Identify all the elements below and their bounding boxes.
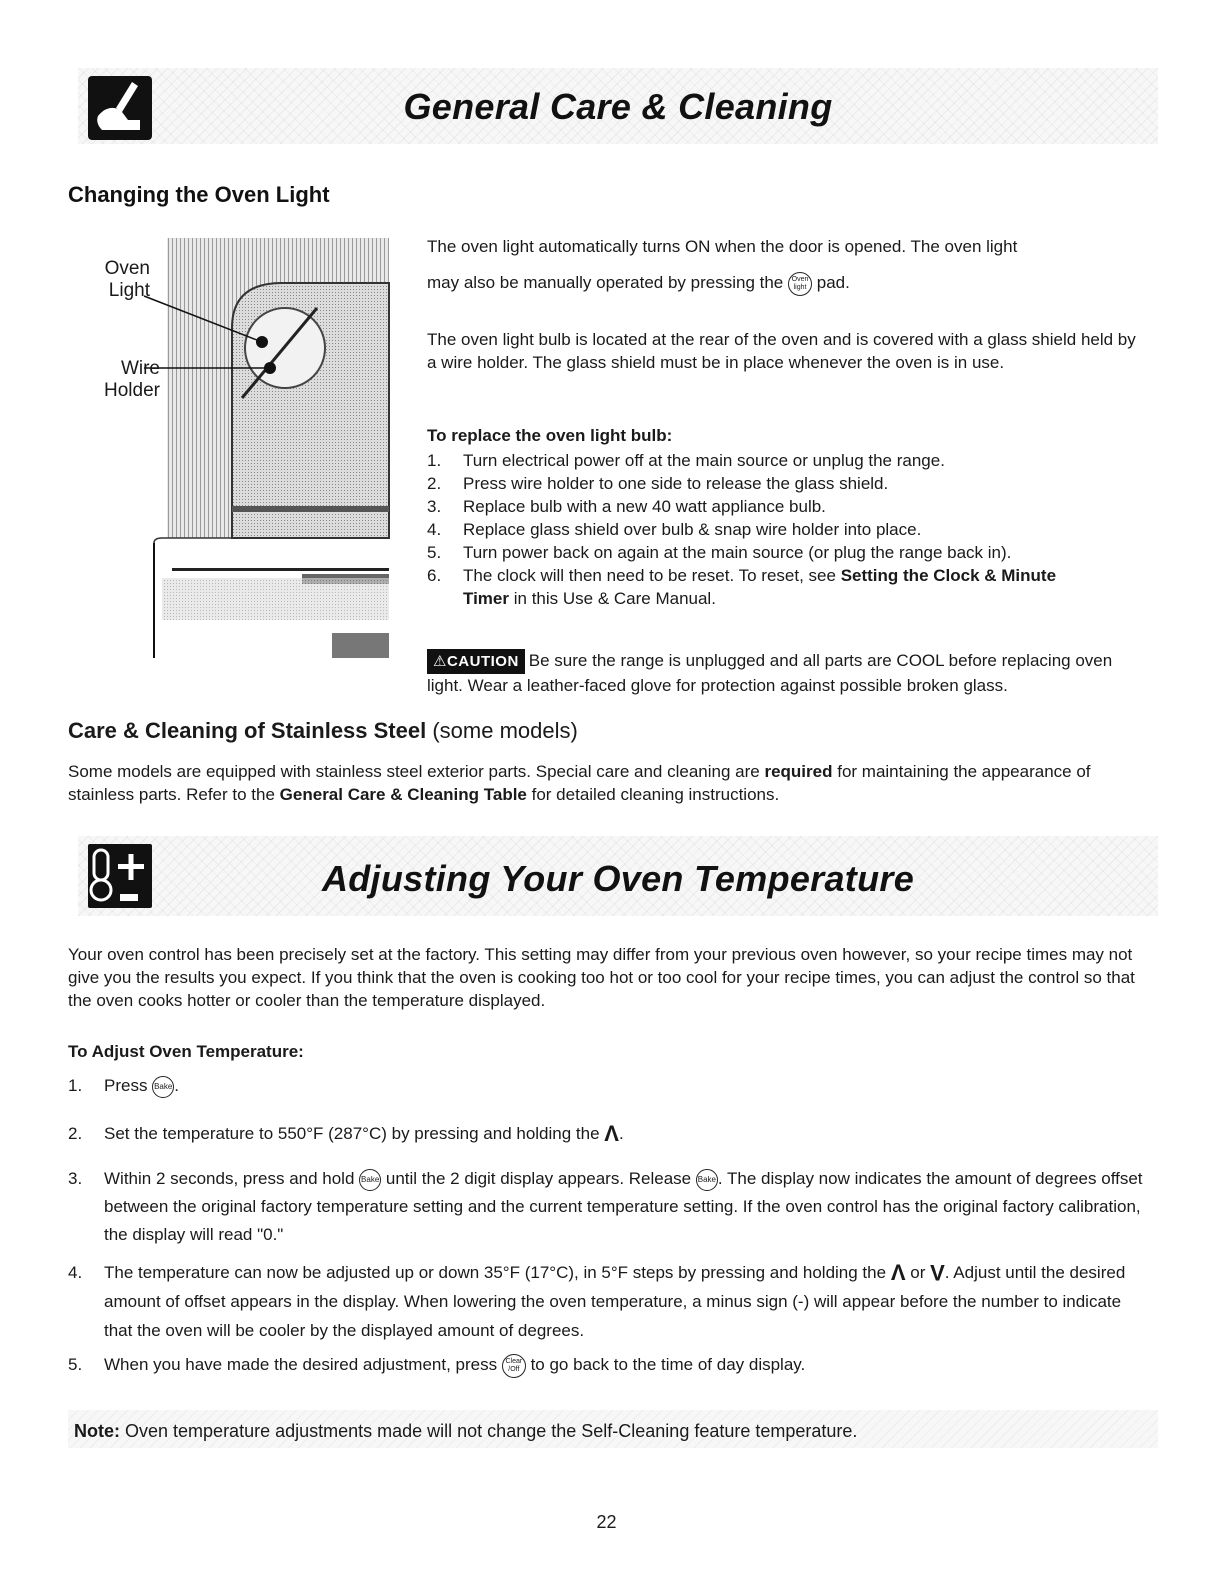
- label-wire-holder-line2: Holder: [104, 380, 160, 401]
- adjust-intro: Your oven control has been precisely set at the factory. This setting may differ from your previous oven however, so your recipe times may not give you the results you expect. If you think that the oven is cooking too hot or too cool for your recipe times, you can adjust the control so that the oven cooks hotter or cooler than the temperature displayed.: [68, 945, 1135, 1010]
- stainless-heading-suffix: (some models): [432, 718, 578, 743]
- label-wire-holder: [96, 358, 160, 402]
- adjust-temperature-banner: [78, 836, 1158, 916]
- step-text: Press: [104, 1076, 148, 1095]
- adjust-temperature-title: Adjusting Your Oven Temperature: [321, 858, 915, 899]
- list-item: [427, 472, 1147, 495]
- step-text-a: Within 2 seconds, press and hold: [104, 1169, 355, 1188]
- header-banner: [78, 68, 1158, 144]
- page-number: 22: [596, 1512, 617, 1532]
- stainless-text-c: for detailed cleaning instructions.: [531, 785, 780, 804]
- step-number: 4.: [427, 520, 442, 539]
- clear-off-pad-icon: [502, 1354, 526, 1378]
- step-text: The clock will then need to be reset. To reset, see: [463, 566, 836, 585]
- step-number: 2.: [68, 1124, 83, 1143]
- step-text-b: to go back to the time of day display.: [530, 1355, 806, 1374]
- cleaning-table-reference: General Care & Cleaning Table: [279, 785, 527, 804]
- step-text-or: or: [910, 1263, 926, 1282]
- stainless-text-b: for maintaining the appearance of stainless parts. Refer to the: [68, 762, 1091, 804]
- label-wire-holder-line1: Wire: [120, 358, 160, 379]
- list-item: [427, 495, 1147, 518]
- clear-pad-word1: Clear: [505, 1357, 523, 1365]
- caution-label: CAUTION: [446, 653, 519, 670]
- step-number: 3.: [68, 1169, 83, 1188]
- step-number: 1.: [68, 1076, 83, 1095]
- caution-notice: [427, 649, 1143, 697]
- step-text: Press wire holder to one side to release the glass shield.: [463, 474, 889, 493]
- page-title: General Care & Cleaning: [403, 86, 833, 127]
- list-item: [427, 518, 1147, 541]
- oven-light-intro-1b: [427, 271, 1147, 296]
- warning-triangle-icon: ⚠: [433, 653, 447, 670]
- note-body: Oven temperature adjustments made will not change the Self-Cleaning feature temperature.: [125, 1421, 858, 1441]
- caution-text: Be sure the range is unplugged and all parts are COOL before replacing oven light. Wear a leather-faced glove for protection against possible broken glass.: [427, 651, 1113, 695]
- step-text: Turn electrical power off at the main source or unplug the range.: [463, 451, 945, 470]
- oven-light-intro-2: The oven light bulb is located at the rear of the oven and is covered with a glass shield held by a wire holder. The glass shield must be in place whenever the oven is in use.: [427, 330, 1136, 372]
- step-text-c: . The display now indicates the amount of degrees offset between the original factory temperature setting and the current temperature setting. If the oven control has the original factory calibration, the display will read "0.": [104, 1169, 1143, 1244]
- stainless-text-a: Some models are equipped with stainless steel exterior parts. Special care and cleaning are: [68, 762, 760, 781]
- list-item: [427, 564, 1103, 610]
- step-text-a: The temperature can now be adjusted up or down 35°F (17°C), in 5°F steps by pressing and holding the: [104, 1263, 887, 1282]
- adjust-step-3: [68, 1165, 1148, 1249]
- label-oven-light-line1: Oven: [104, 258, 150, 279]
- oven-light-intro-1a: The oven light automatically turns ON when the door is opened. The oven light: [427, 237, 1018, 256]
- step-text-b: until the 2 digit display appears. Release: [385, 1169, 692, 1188]
- replace-bulb-steps: [427, 449, 1147, 610]
- step-number: 5.: [427, 543, 442, 562]
- clear-pad-word2: /Off: [508, 1365, 520, 1373]
- caution-badge: [427, 649, 525, 674]
- clock-section-reference: Setting the Clock & Minute Timer: [463, 566, 1057, 608]
- section-heading-oven-light: Changing the Oven Light: [68, 182, 330, 207]
- down-arrow-icon: Λ: [930, 1260, 945, 1285]
- note-label: Note:: [74, 1421, 120, 1441]
- bake-pad-icon: Bake: [152, 1076, 174, 1098]
- step-text-a: When you have made the desired adjustment, press: [104, 1355, 498, 1374]
- section-heading-stainless: [68, 718, 578, 744]
- stainless-paragraph: [68, 760, 1148, 806]
- list-item: [427, 541, 1147, 564]
- replace-bulb-heading: To replace the oven light bulb:: [427, 426, 673, 445]
- step-number: 3.: [427, 497, 442, 516]
- step-text: Set the temperature to 550°F (287°C) by pressing and holding the: [104, 1124, 600, 1143]
- adjust-step-2: [68, 1122, 1148, 1145]
- stainless-required: required: [764, 762, 833, 781]
- oven-light-intro-1b-text: may also be manually operated by pressing the: [427, 273, 784, 292]
- label-oven-light-line2: Light: [108, 280, 150, 301]
- step-text-end: in this Use & Care Manual.: [513, 589, 716, 608]
- list-item: [427, 449, 1147, 472]
- step-number: 1.: [427, 451, 442, 470]
- step-number: 6.: [427, 566, 442, 585]
- step-text: Turn power back on again at the main source (or plug the range back in).: [463, 543, 1012, 562]
- up-arrow-icon: Λ: [604, 1121, 619, 1146]
- step-end: .: [174, 1076, 179, 1095]
- oven-light-pad-word1: Oven: [791, 275, 809, 283]
- step-text-b: . Adjust until the desired amount of offset appears in the display. When lowering the oven temperature, a minus sign (-) will appear before the number to indicate that the oven will be cooler by the displayed amount of degrees.: [104, 1263, 1126, 1340]
- step-number: 5.: [68, 1355, 83, 1374]
- bake-pad-icon: Bake: [359, 1169, 381, 1191]
- step-number: 4.: [68, 1263, 83, 1282]
- step-number: 2.: [427, 474, 442, 493]
- adjust-step-1: [68, 1074, 1148, 1098]
- up-arrow-icon: Λ: [890, 1260, 906, 1285]
- note-bar: [68, 1410, 1158, 1448]
- step-end: .: [618, 1124, 624, 1143]
- step-text: Replace bulb with a new 40 watt appliance bulb.: [463, 497, 826, 516]
- note-text: [74, 1420, 857, 1443]
- step-text: Replace glass shield over bulb & snap wire holder into place.: [463, 520, 922, 539]
- adjust-heading: To Adjust Oven Temperature:: [68, 1042, 304, 1061]
- bake-pad-icon: Bake: [696, 1169, 718, 1191]
- adjust-step-5: [68, 1353, 1148, 1378]
- label-oven-light: [102, 258, 150, 302]
- oven-light-intro-1c-text: pad.: [816, 273, 850, 292]
- adjust-step-4: [68, 1258, 1148, 1345]
- stainless-heading-text: Care & Cleaning of Stainless Steel: [68, 718, 427, 743]
- oven-light-pad-icon: [788, 272, 812, 296]
- oven-light-pad-word2: light: [793, 283, 807, 291]
